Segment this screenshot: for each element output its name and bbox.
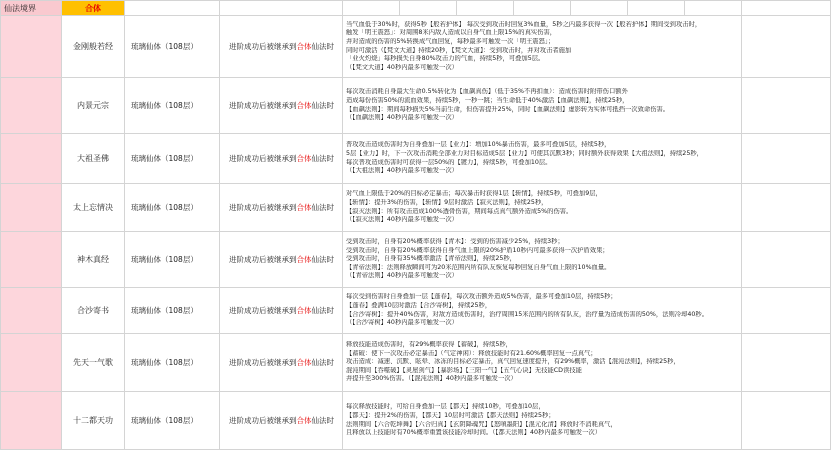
effect-line: （【血飙法则】40秒内最多可触发一次） — [346, 114, 458, 122]
effect-line: 释放技能造成伤害时，有29%概率获得【蓄破】，持续5秒， — [346, 341, 512, 349]
inherit-text-pre: 进阶成功后被继承到 — [229, 101, 297, 110]
skill-name-cell[interactable]: 大祖圣佛 — [62, 134, 125, 184]
header-empty-cell[interactable] — [742, 1, 831, 16]
effect-line: 每次普攻造成伤害时可获得一层50%的【镀力】，持续5秒，可叠加10层。 — [346, 158, 552, 166]
inherit-text-post: 仙法时 — [311, 416, 334, 425]
skill-name-cell[interactable]: 金刚般若经 — [62, 16, 125, 78]
effect-line: 受到攻击时，自身有35%概率激活【青帝法则】，持续25秒， — [346, 255, 516, 263]
empty-cell[interactable] — [742, 134, 831, 184]
inherit-text-stage: 合体 — [296, 306, 312, 315]
level-cell[interactable]: 琉璃仙体（108层） — [125, 78, 220, 134]
inherit-text-stage: 合体 — [296, 154, 312, 163]
level-cell[interactable]: 琉璃仙体（108层） — [125, 184, 220, 232]
skill-name-cell[interactable]: 神木真经 — [62, 232, 125, 288]
empty-cell[interactable] — [742, 16, 831, 78]
realm-cell[interactable] — [1, 16, 62, 78]
effect-line: （【寂灭法则】40秒内最多可触发一次） — [346, 216, 458, 224]
effect-line: 普攻攻击造成伤害时为自身叠加一层【业力】：增加10%暴击伤害，最多可叠加5层，持续5秒， — [346, 141, 611, 149]
header-empty-cell[interactable] — [685, 1, 742, 16]
effect-line: （【青帝法则】40秒内最多可触发一次） — [346, 272, 458, 280]
skill-name-cell[interactable]: 太上忘情决 — [62, 184, 125, 232]
level-cell[interactable]: 琉璃仙体（108层） — [125, 232, 220, 288]
effect-line: 同时可激活（【梵文大道】持续20秒，【梵文大道】：受到攻击时，并对攻击者施加 — [346, 46, 572, 54]
header-empty-cell[interactable] — [400, 1, 457, 16]
effect-line: 【寂灭法则】：所有攻击造成100%透骨伤害，期间每点真气额外造成5%的伤害。 — [346, 207, 573, 215]
inherit-text-pre: 进阶成功后被继承到 — [229, 203, 297, 212]
effect-detail-cell[interactable] — [343, 78, 742, 134]
table-row — [1, 288, 831, 334]
realm-cell[interactable] — [1, 392, 62, 450]
effect-detail-cell[interactable] — [343, 232, 742, 288]
effect-detail-cell[interactable] — [343, 392, 742, 450]
inherit-text-post: 仙法时 — [311, 154, 334, 163]
header-empty-cell[interactable] — [125, 1, 220, 16]
realm-cell[interactable] — [1, 288, 62, 334]
realm-cell[interactable] — [1, 134, 62, 184]
header-empty-cell[interactable] — [628, 1, 685, 16]
inherit-text-pre: 进阶成功后被继承到 — [229, 42, 297, 51]
effect-line: （【合沙寄树】40秒内最多可触发一次） — [346, 319, 458, 327]
effect-line: （【大祖法则】40秒内最多可触发一次） — [346, 167, 458, 175]
effect-line: 受到攻击时，自身有20%概率获得自身气血上限的20%护盾10秒内可最多获得一次护盾效果； — [346, 246, 609, 254]
effect-line: 攻击造成：减速、沉默、眩晕、冰冻的目标必定暴击，真气回复速度提升，有29%概率，激活【混沌法则】，持续25秒， — [346, 358, 680, 366]
level-cell[interactable]: 琉璃仙体（108层） — [125, 334, 220, 392]
effect-line: 且释放以上技能时有70%概率重置该技能冷却时间。（【都天法则】40秒内最多可触发一次） — [346, 429, 601, 437]
inherit-condition-cell[interactable] — [220, 334, 343, 392]
skill-name-cell[interactable]: 合沙寄书 — [62, 288, 125, 334]
effect-detail-cell[interactable] — [343, 184, 742, 232]
empty-cell[interactable] — [742, 288, 831, 334]
inherit-condition-cell[interactable] — [220, 288, 343, 334]
realm-cell[interactable] — [1, 78, 62, 134]
skill-name-cell[interactable]: 内景元宗 — [62, 78, 125, 134]
level-cell[interactable]: 琉璃仙体（108层） — [125, 288, 220, 334]
inherit-text-pre: 进阶成功后被继承到 — [229, 154, 297, 163]
empty-cell[interactable] — [742, 184, 831, 232]
inherit-text-post: 仙法时 — [311, 101, 334, 110]
effect-detail-cell[interactable] — [343, 16, 742, 78]
inherit-text-post: 仙法时 — [311, 203, 334, 212]
effect-line: （【梵文大道】40秒内最多可触发一次） — [346, 63, 458, 71]
table-row — [1, 134, 831, 184]
effect-line: 每次受到伤害时自身叠加一层【蓬春】，每次攻击额外造成5%伤害，最多可叠加10层，持续5秒； — [346, 293, 617, 301]
skill-name-cell[interactable]: 十二都天功 — [62, 392, 125, 450]
effect-line: 混沌期间【吞噬破】【灵屋剑气】【暴影场】【三阳一气】【五气心诀】无技能CD读技能 — [346, 366, 582, 374]
skill-name-cell[interactable]: 先天一气歌 — [62, 334, 125, 392]
inherit-text-post: 仙法时 — [311, 306, 334, 315]
effect-line: 触发「明王震怒」：对周围8米内敌人造成以自身气血上限15%的真实伤害， — [346, 29, 557, 37]
effect-line: 并对造成的伤害的5%转换成气血回复，每秒最多可触发一次「明王震怒」； — [346, 37, 555, 45]
inherit-text-pre: 进阶成功后被继承到 — [229, 306, 297, 315]
header-empty-cell[interactable] — [343, 1, 400, 16]
inherit-condition-cell[interactable] — [220, 78, 343, 134]
empty-cell[interactable] — [742, 232, 831, 288]
inherit-text-stage: 合体 — [296, 358, 312, 367]
effect-detail-cell[interactable] — [343, 134, 742, 184]
effect-line: 对气血上限低于20%的目标必定暴击；每次暴击时获得1层【斩情】，持续5秒，可叠加9层， — [346, 190, 602, 198]
inherit-condition-cell[interactable] — [220, 16, 343, 78]
header-empty-cell[interactable] — [220, 1, 343, 16]
realm-cell[interactable] — [1, 184, 62, 232]
header-empty-cell[interactable] — [457, 1, 514, 16]
header-stage-label[interactable]: 合体 — [62, 1, 125, 16]
inherit-text-stage: 合体 — [296, 255, 312, 264]
effect-line: 5层【业力】时，下一次攻击消耗全部业力对目标造成5层【业力】可使其沉默3秒；同时额外获得效果【大祖法则】，持续25秒， — [346, 149, 703, 157]
empty-cell[interactable] — [742, 334, 831, 392]
level-cell[interactable]: 琉璃仙体（108层） — [125, 392, 220, 450]
table-row — [1, 16, 831, 78]
effect-line: 受到攻击时，自身有20%概率获得【青木】：受到的伤害减少25%，持续3秒； — [346, 238, 564, 246]
table-row — [1, 232, 831, 288]
level-cell[interactable]: 琉璃仙体（108层） — [125, 16, 220, 78]
inherit-text-stage: 合体 — [296, 203, 312, 212]
empty-cell[interactable] — [742, 392, 831, 450]
table-row — [1, 392, 831, 450]
effect-line: 并提升至300%伤害。（【混沌法则】40秒内最多可触发一次） — [346, 375, 517, 383]
table-row — [1, 334, 831, 392]
inherit-text-stage: 合体 — [296, 42, 312, 51]
effect-line: 每次攻击消耗自身最大生命0.5%转化为【血飙真伤】（低于35%不再扣血）：造成伤害时附带伤口额外 — [346, 88, 628, 96]
effect-line: 【血飙法则】：期间每秒损失5%当前生命，但伤害提升25%，同时【血飙法则】虚影转为实体可抵挡一次致命伤害。 — [346, 105, 670, 113]
inherit-text-pre: 进阶成功后被继承到 — [229, 255, 297, 264]
inherit-text-post: 仙法时 — [311, 255, 334, 264]
header-empty-cell[interactable] — [514, 1, 571, 16]
realm-cell[interactable] — [1, 232, 62, 288]
inherit-text-post: 仙法时 — [311, 42, 334, 51]
table-row — [1, 78, 831, 134]
inherit-text-stage: 合体 — [296, 101, 312, 110]
effect-line: 造成每份伤害50%的流血效果，持续5秒，一秒一跳；当生命低于40%激活【血飙法则】，持续25秒， — [346, 96, 629, 104]
effect-line: 【斩情】：提升3%的伤害，【斩情】9层时激活【寂灭法则】，持续25秒， — [346, 198, 548, 206]
effect-line: 【蓄破：使下一次攻击必定暴击】（气定神闲）：释放技能时有21.60%概率回复一点真气； — [346, 349, 597, 357]
effect-detail-cell[interactable] — [343, 288, 742, 334]
realm-cell[interactable] — [1, 334, 62, 392]
inherit-text-post: 仙法时 — [311, 358, 334, 367]
inherit-text-stage: 合体 — [296, 416, 312, 425]
effect-line: 【都天】：提升2%的伤害，【都天】10层时可激活【都天法则】持续25秒； — [346, 411, 555, 419]
level-cell[interactable]: 琉璃仙体（108层） — [125, 134, 220, 184]
effect-line: 当气血低于30%时，获得5秒【般若护体】 每次受到攻击时回复3%血量，5秒之内最多获得一次【般若护体】期间受到攻击时， — [346, 20, 702, 28]
inherit-condition-cell[interactable] — [220, 232, 343, 288]
inherit-text-pre: 进阶成功后被继承到 — [229, 416, 297, 425]
effect-line: 【蓬春】叠满10层时激活【合沙寄树】，持续25秒， — [346, 301, 492, 309]
effect-line: 【合沙寄树】：提升40%伤害，对敌方造成伤害时，治疗周围15米范围内的所有队友，治疗量为造成伤害的50%，法则冷却40秒。 — [346, 310, 709, 318]
inherit-condition-cell[interactable] — [220, 392, 343, 450]
effect-line: 「业火灼烧」每秒损失自身80%攻击力的气血，持续5秒，可叠加5层。 — [346, 55, 545, 63]
inherit-condition-cell[interactable] — [220, 134, 343, 184]
effect-line: 法则期间【六合乾坤舞】【六合归真】【玄阴降魂咒】【怒嗔墨阳】【混元化清】释放时不消耗真气， — [346, 420, 617, 428]
inherit-condition-cell[interactable] — [220, 184, 343, 232]
empty-cell[interactable] — [742, 78, 831, 134]
table-row — [1, 184, 831, 232]
header-row — [1, 1, 831, 16]
header-realm-label[interactable]: 仙法境界 — [1, 1, 62, 16]
effect-detail-cell[interactable] — [343, 334, 742, 392]
effect-line: 【青帝法则】：法则释放瞬间可为20米范围内所有队友恢复每秒回复自身气血上限的10%血量。 — [346, 263, 611, 271]
inherit-text-pre: 进阶成功后被继承到 — [229, 358, 297, 367]
header-empty-cell[interactable] — [571, 1, 628, 16]
effect-line: 每次释放技能时，可给自身叠加一层【都天】持续10秒，可叠加10层， — [346, 403, 545, 411]
